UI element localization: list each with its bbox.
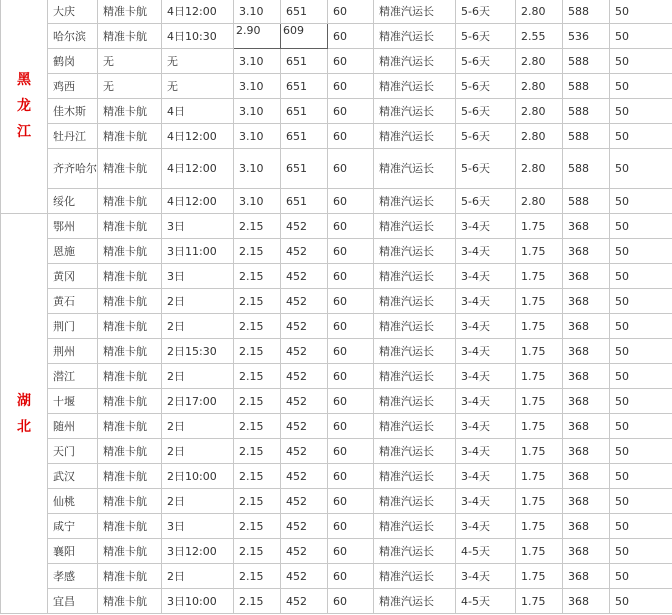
rate-alt-cell: 1.75 [516,314,563,339]
min-alt-cell: 588 [563,99,610,124]
departure-cell: 无 [162,74,234,99]
service-alt-cell: 精准汽运长 [374,589,456,614]
rate-per-kg-cell: 3.10 [234,124,281,149]
rate-per-kg-cell: 2.15 [234,539,281,564]
service-alt-cell: 精准汽运长 [374,339,456,364]
rate-alt-cell: 1.75 [516,539,563,564]
fee-alt-cell: 50 [610,439,672,464]
fee-alt-cell: 50 [610,99,672,124]
min-charge-cell: 651 [281,99,328,124]
province-label [1,0,48,214]
min-alt-cell: 368 [563,289,610,314]
min-charge-cell: 452 [281,239,328,264]
base-fee-cell: 60 [328,0,374,24]
table-row [1,439,672,464]
transit-days-cell: 3-4天 [456,364,516,389]
min-alt-cell: 368 [563,514,610,539]
fee-alt-cell: 50 [610,49,672,74]
transit-days-cell: 3-4天 [456,414,516,439]
fee-alt-cell: 50 [610,74,672,99]
rate-alt-cell: 2.55 [516,24,563,49]
rate-table-body [1,0,672,614]
base-fee-cell: 60 [328,439,374,464]
rate-alt-cell: 1.75 [516,589,563,614]
min-charge-cell: 452 [281,389,328,414]
min-alt-cell: 588 [563,149,610,189]
min-alt-cell: 368 [563,314,610,339]
departure-cell: 2日 [162,414,234,439]
rate-per-kg-cell: 2.15 [234,389,281,414]
fee-alt-cell: 50 [610,0,672,24]
service-alt-cell: 精准汽运长 [374,24,456,49]
rate-alt-cell: 1.75 [516,364,563,389]
rate-per-kg-cell: 2.15 [234,489,281,514]
rate-per-kg-cell: 3.10 [234,49,281,74]
min-alt-cell: 368 [563,339,610,364]
departure-cell: 4日12:00 [162,149,234,189]
service-cell: 无 [98,74,162,99]
departure-cell: 3日12:00 [162,539,234,564]
service-alt-cell: 精准汽运长 [374,289,456,314]
rate-alt-cell: 2.80 [516,99,563,124]
service-cell: 精准卡航 [98,99,162,124]
departure-cell: 3日11:00 [162,239,234,264]
table-row [1,214,672,239]
service-alt-cell: 精准汽运长 [374,214,456,239]
province-label [1,214,48,614]
rate-per-kg-cell: 2.15 [234,339,281,364]
service-alt-cell: 精准汽运长 [374,239,456,264]
table-row [1,74,672,99]
service-alt-cell: 精准汽运长 [374,264,456,289]
service-cell: 精准卡航 [98,414,162,439]
table-row [1,149,672,189]
city-cell: 仙桃 [48,489,98,514]
transit-days-cell: 3-4天 [456,389,516,414]
base-fee-cell: 60 [328,514,374,539]
table-row [1,264,672,289]
min-alt-cell: 368 [563,589,610,614]
min-charge-cell: 452 [281,414,328,439]
rate-per-kg-cell: 2.15 [234,439,281,464]
fee-alt-cell: 50 [610,24,672,49]
min-charge-cell: 651 [281,49,328,74]
service-cell: 精准卡航 [98,189,162,214]
city-cell: 咸宁 [48,514,98,539]
city-cell: 鹤岗 [48,49,98,74]
city-cell: 哈尔滨 [48,24,98,49]
fee-alt-cell: 50 [610,189,672,214]
city-cell: 佳木斯 [48,99,98,124]
departure-cell: 4日12:00 [162,124,234,149]
departure-cell: 3日 [162,264,234,289]
service-cell: 精准卡航 [98,489,162,514]
transit-days-cell: 4-5天 [456,589,516,614]
service-alt-cell: 精准汽运长 [374,514,456,539]
fee-alt-cell: 50 [610,364,672,389]
service-alt-cell: 精准汽运长 [374,74,456,99]
rate-alt-cell: 1.75 [516,339,563,364]
base-fee-cell: 60 [328,464,374,489]
fee-alt-cell: 50 [610,514,672,539]
city-cell: 潜江 [48,364,98,389]
service-cell: 精准卡航 [98,239,162,264]
transit-days-cell: 4-5天 [456,539,516,564]
rate-per-kg-cell: 3.10 [234,99,281,124]
fee-alt-cell: 50 [610,489,672,514]
service-alt-cell: 精准汽运长 [374,464,456,489]
city-cell: 黄石 [48,289,98,314]
fee-alt-cell: 50 [610,264,672,289]
service-alt-cell: 精准汽运长 [374,389,456,414]
rate-alt-cell: 1.75 [516,489,563,514]
city-cell: 恩施 [48,239,98,264]
table-row [1,339,672,364]
table-row [1,414,672,439]
rate-alt-cell: 1.75 [516,514,563,539]
service-alt-cell: 精准汽运长 [374,489,456,514]
transit-days-cell: 5-6天 [456,189,516,214]
service-cell: 精准卡航 [98,314,162,339]
min-alt-cell: 368 [563,539,610,564]
fee-alt-cell: 50 [610,339,672,364]
transit-days-cell: 5-6天 [456,49,516,74]
min-alt-cell: 368 [563,364,610,389]
table-row [1,49,672,74]
service-cell: 精准卡航 [98,539,162,564]
min-charge-cell: 452 [281,564,328,589]
departure-cell: 2日 [162,289,234,314]
service-alt-cell: 精准汽运长 [374,189,456,214]
table-row [1,389,672,414]
table-row [1,314,672,339]
city-cell: 宜昌 [48,589,98,614]
transit-days-cell: 3-4天 [456,464,516,489]
base-fee-cell: 60 [328,124,374,149]
base-fee-cell: 60 [328,149,374,189]
departure-cell: 2日 [162,439,234,464]
base-fee-cell: 60 [328,564,374,589]
base-fee-cell: 60 [328,539,374,564]
base-fee-cell: 60 [328,414,374,439]
departure-cell: 2日17:00 [162,389,234,414]
transit-days-cell: 3-4天 [456,264,516,289]
min-alt-cell: 368 [563,389,610,414]
min-alt-cell: 588 [563,0,610,24]
min-alt-cell: 368 [563,264,610,289]
service-alt-cell: 精准汽运长 [374,0,456,24]
service-alt-cell: 精准汽运长 [374,124,456,149]
city-cell: 随州 [48,414,98,439]
rate-alt-cell: 1.75 [516,239,563,264]
min-alt-cell: 588 [563,124,610,149]
service-cell: 精准卡航 [98,364,162,389]
service-alt-cell: 精准汽运长 [374,439,456,464]
table-row [1,539,672,564]
departure-cell: 2日15:30 [162,339,234,364]
service-cell: 精准卡航 [98,389,162,414]
transit-days-cell: 3-4天 [456,564,516,589]
province-name: 黑 龙 江 [17,72,31,140]
province-name: 湖 北 [17,392,31,435]
min-charge-cell: 452 [281,514,328,539]
service-cell: 无 [98,49,162,74]
rate-alt-cell: 1.75 [516,264,563,289]
table-row [1,99,672,124]
rate-alt-cell: 2.80 [516,149,563,189]
city-cell: 荆州 [48,339,98,364]
rate-alt-cell: 1.75 [516,289,563,314]
min-alt-cell: 368 [563,489,610,514]
service-cell: 精准卡航 [98,439,162,464]
min-charge-cell: 651 [281,0,328,24]
min-charge-cell: 651 [281,189,328,214]
min-alt-cell: 368 [563,214,610,239]
service-alt-cell: 精准汽运长 [374,314,456,339]
service-alt-cell: 精准汽运长 [374,364,456,389]
departure-cell: 2日 [162,564,234,589]
city-cell: 鄂州 [48,214,98,239]
base-fee-cell: 60 [328,389,374,414]
departure-cell: 3日 [162,514,234,539]
min-charge-cell: 452 [281,439,328,464]
departure-cell: 3日10:00 [162,589,234,614]
rate-per-kg-cell: 2.90 [234,24,281,49]
city-cell: 绥化 [48,189,98,214]
fee-alt-cell: 50 [610,414,672,439]
city-cell: 齐齐哈尔 [48,149,98,189]
service-cell: 精准卡航 [98,24,162,49]
rate-per-kg-cell: 3.10 [234,74,281,99]
table-row [1,189,672,214]
rate-alt-cell: 1.75 [516,439,563,464]
min-alt-cell: 368 [563,439,610,464]
city-cell: 十堰 [48,389,98,414]
min-charge-cell: 452 [281,539,328,564]
base-fee-cell: 60 [328,49,374,74]
departure-cell: 2日 [162,314,234,339]
city-cell: 荆门 [48,314,98,339]
min-alt-cell: 368 [563,564,610,589]
departure-cell: 4日12:00 [162,189,234,214]
rate-alt-cell: 1.75 [516,564,563,589]
departure-cell: 4日 [162,99,234,124]
transit-days-cell: 3-4天 [456,239,516,264]
rate-per-kg-cell: 2.15 [234,214,281,239]
table-row [1,489,672,514]
fee-alt-cell: 50 [610,539,672,564]
departure-cell: 2日10:00 [162,464,234,489]
rate-alt-cell: 1.75 [516,389,563,414]
min-charge-cell: 452 [281,314,328,339]
rate-per-kg-cell: 2.15 [234,514,281,539]
rate-per-kg-cell: 2.15 [234,289,281,314]
min-alt-cell: 588 [563,74,610,99]
min-charge-cell: 651 [281,74,328,99]
transit-days-cell: 3-4天 [456,214,516,239]
city-cell: 武汉 [48,464,98,489]
base-fee-cell: 60 [328,289,374,314]
table-row [1,0,672,24]
base-fee-cell: 60 [328,99,374,124]
city-cell: 天门 [48,439,98,464]
fee-alt-cell: 50 [610,239,672,264]
base-fee-cell: 60 [328,189,374,214]
base-fee-cell: 60 [328,24,374,49]
min-charge-cell: 452 [281,589,328,614]
table-row [1,564,672,589]
rate-per-kg-cell: 3.10 [234,0,281,24]
rate-per-kg-cell: 2.15 [234,364,281,389]
min-alt-cell: 536 [563,24,610,49]
table-row [1,289,672,314]
city-cell: 襄阳 [48,539,98,564]
service-alt-cell: 精准汽运长 [374,564,456,589]
min-alt-cell: 368 [563,239,610,264]
transit-days-cell: 5-6天 [456,149,516,189]
min-alt-cell: 588 [563,189,610,214]
fee-alt-cell: 50 [610,389,672,414]
rate-alt-cell: 2.80 [516,49,563,74]
min-charge-cell: 651 [281,124,328,149]
service-alt-cell: 精准汽运长 [374,414,456,439]
rate-per-kg-cell: 2.15 [234,264,281,289]
transit-days-cell: 3-4天 [456,439,516,464]
table-row [1,464,672,489]
table-row [1,514,672,539]
service-cell: 精准卡航 [98,289,162,314]
min-charge-cell: 452 [281,264,328,289]
rate-per-kg-cell: 2.15 [234,564,281,589]
base-fee-cell: 60 [328,589,374,614]
transit-days-cell: 5-6天 [456,99,516,124]
fee-alt-cell: 50 [610,149,672,189]
table-row [1,24,672,49]
base-fee-cell: 60 [328,489,374,514]
rate-alt-cell: 1.75 [516,464,563,489]
rate-per-kg-cell: 2.15 [234,414,281,439]
min-charge-cell: 452 [281,289,328,314]
city-cell: 牡丹江 [48,124,98,149]
rate-per-kg-cell: 3.10 [234,189,281,214]
base-fee-cell: 60 [328,364,374,389]
departure-cell: 2日 [162,364,234,389]
departure-cell: 4日10:30 [162,24,234,49]
base-fee-cell: 60 [328,239,374,264]
city-cell: 孝感 [48,564,98,589]
service-cell: 精准卡航 [98,589,162,614]
base-fee-cell: 60 [328,314,374,339]
min-alt-cell: 368 [563,464,610,489]
service-alt-cell: 精准汽运长 [374,99,456,124]
service-alt-cell: 精准汽运长 [374,539,456,564]
min-charge-cell: 452 [281,364,328,389]
rate-per-kg-cell: 3.10 [234,149,281,189]
service-cell: 精准卡航 [98,464,162,489]
service-alt-cell: 精准汽运长 [374,49,456,74]
service-cell: 精准卡航 [98,264,162,289]
fee-alt-cell: 50 [610,589,672,614]
service-cell: 精准卡航 [98,339,162,364]
fee-alt-cell: 50 [610,214,672,239]
table-row [1,124,672,149]
service-cell: 精准卡航 [98,564,162,589]
rate-alt-cell: 2.80 [516,0,563,24]
fee-alt-cell: 50 [610,464,672,489]
rate-alt-cell: 2.80 [516,74,563,99]
service-alt-cell: 精准汽运长 [374,149,456,189]
city-cell: 黄冈 [48,264,98,289]
fee-alt-cell: 50 [610,564,672,589]
transit-days-cell: 5-6天 [456,74,516,99]
min-charge-cell: 452 [281,464,328,489]
rate-per-kg-cell: 2.15 [234,314,281,339]
fee-alt-cell: 50 [610,124,672,149]
departure-cell: 无 [162,49,234,74]
table-row [1,364,672,389]
departure-cell: 4日12:00 [162,0,234,24]
table-row [1,589,672,614]
rate-alt-cell: 1.75 [516,214,563,239]
transit-days-cell: 5-6天 [456,0,516,24]
transit-days-cell: 5-6天 [456,24,516,49]
city-cell: 鸡西 [48,74,98,99]
min-charge-cell: 452 [281,489,328,514]
service-cell: 精准卡航 [98,514,162,539]
rate-per-kg-cell: 2.15 [234,464,281,489]
rate-alt-cell: 2.80 [516,124,563,149]
transit-days-cell: 3-4天 [456,289,516,314]
min-alt-cell: 368 [563,414,610,439]
service-cell: 精准卡航 [98,149,162,189]
transit-days-cell: 3-4天 [456,339,516,364]
min-charge-cell: 452 [281,214,328,239]
base-fee-cell: 60 [328,339,374,364]
base-fee-cell: 60 [328,74,374,99]
table-row [1,239,672,264]
service-cell: 精准卡航 [98,0,162,24]
rate-alt-cell: 2.80 [516,189,563,214]
min-charge-cell: 452 [281,339,328,364]
min-charge-cell: 651 [281,149,328,189]
departure-cell: 2日 [162,489,234,514]
fee-alt-cell: 50 [610,289,672,314]
fee-alt-cell: 50 [610,314,672,339]
rate-alt-cell: 1.75 [516,414,563,439]
base-fee-cell: 60 [328,214,374,239]
rate-per-kg-cell: 2.15 [234,589,281,614]
transit-days-cell: 3-4天 [456,489,516,514]
transit-days-cell: 5-6天 [456,124,516,149]
min-charge-cell: 609 [281,24,328,49]
transit-days-cell: 3-4天 [456,514,516,539]
service-cell: 精准卡航 [98,214,162,239]
departure-cell: 3日 [162,214,234,239]
min-alt-cell: 588 [563,49,610,74]
rate-per-kg-cell: 2.15 [234,239,281,264]
service-cell: 精准卡航 [98,124,162,149]
transit-days-cell: 3-4天 [456,314,516,339]
base-fee-cell: 60 [328,264,374,289]
city-cell: 大庆 [48,0,98,24]
